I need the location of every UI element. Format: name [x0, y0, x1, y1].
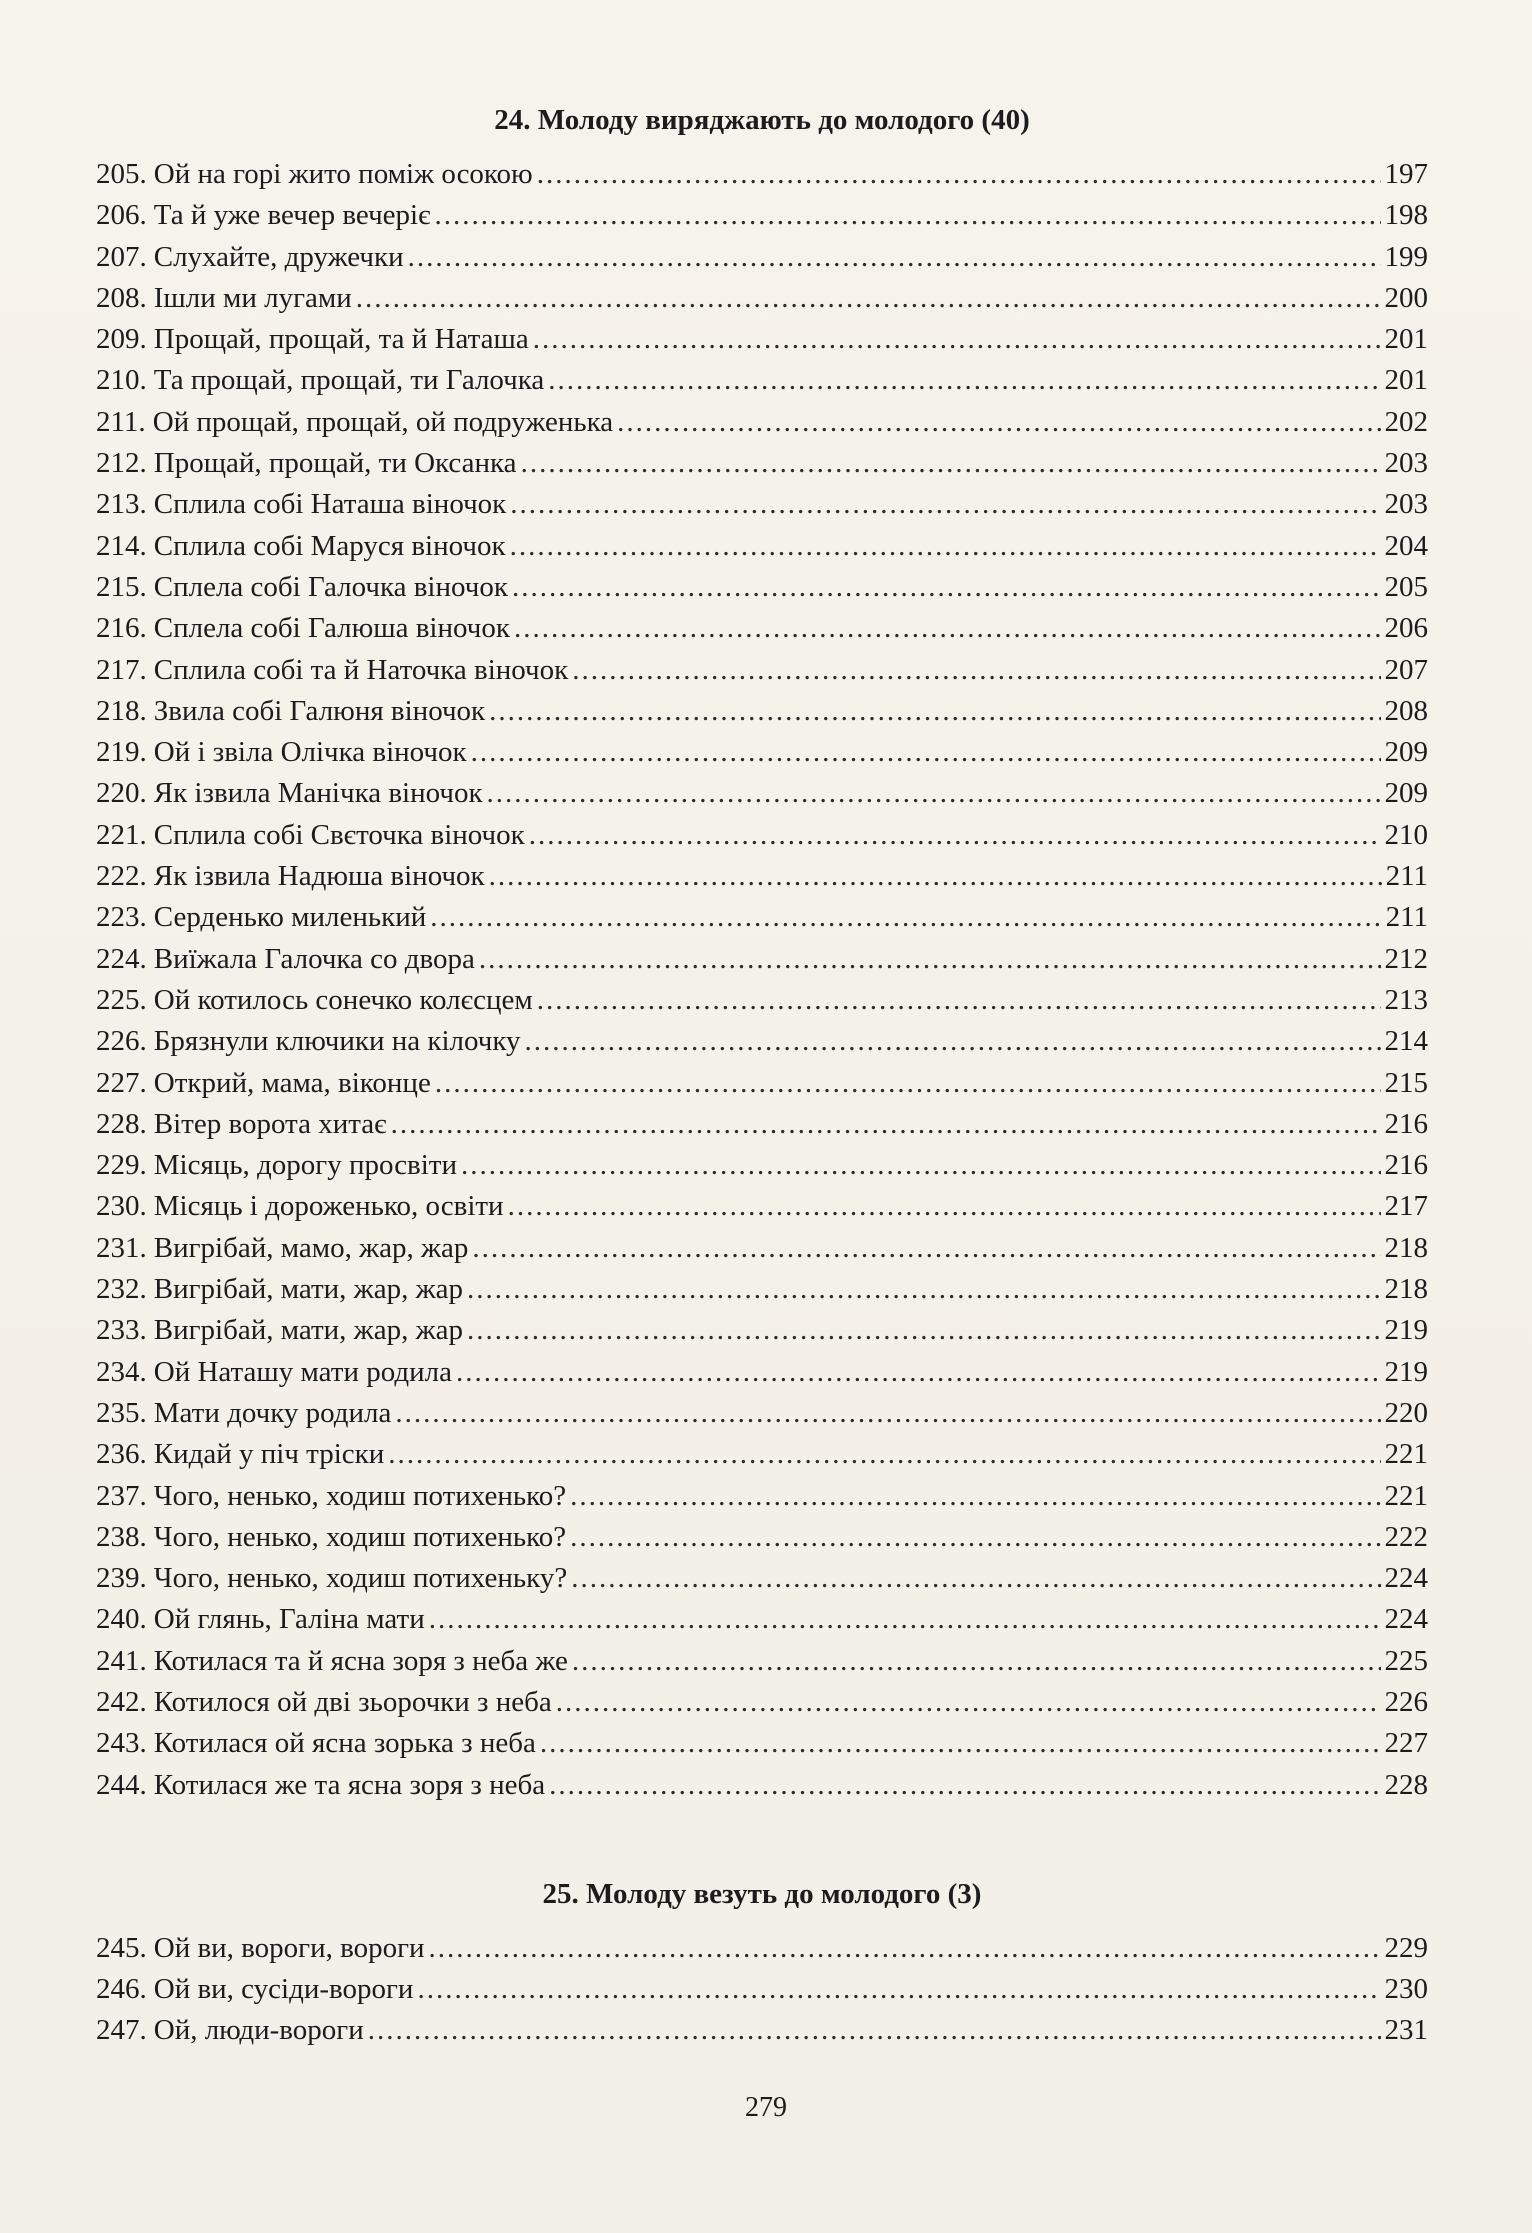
entry-title: Ой прощай, прощай, ой подруженька	[152, 405, 614, 438]
section-title: 24. Молоду виряджають до молодого (40)	[494, 104, 1030, 136]
entry-page-number: 199	[1384, 240, 1428, 273]
entry-page-number: 224	[1384, 1562, 1428, 1595]
entry-number: 240.	[96, 1603, 147, 1636]
dot-leader	[529, 815, 1381, 856]
entry-page-number: 216	[1384, 1149, 1428, 1182]
entry-number: 239.	[96, 1562, 147, 1595]
entry-title: Сплила собі Наташа віночок	[153, 488, 507, 521]
entry-number: 238.	[96, 1520, 147, 1553]
toc-entry	[96, 1393, 1428, 1434]
entry-number: 208.	[96, 281, 147, 314]
entry-page-number: 197	[1384, 158, 1428, 190]
entry-title: Як ізвила Надюша віночок	[153, 860, 485, 893]
entry-number: 242.	[96, 1685, 147, 1718]
entry-title: Прощай, прощай, та й Наташа	[153, 323, 529, 356]
dot-leader	[570, 1517, 1380, 1558]
entry-title: Сплила собі та й Наточка віночок	[153, 653, 569, 686]
entry-page-number: 203	[1384, 447, 1428, 480]
entry-title: Котилася ой ясна зорька з неба	[153, 1727, 536, 1760]
dot-leader	[429, 1928, 1381, 1969]
dot-leader	[510, 526, 1381, 567]
table-of-contents	[96, 98, 1428, 2052]
entry-title: Місяць, дорогу просвіти	[153, 1149, 458, 1182]
toc-entry	[96, 897, 1428, 938]
toc-entry	[96, 1682, 1428, 1723]
entry-page-number: 208	[1384, 694, 1428, 727]
entry-title: Вигрібай, мамо, жар, жар	[153, 1231, 469, 1264]
toc-list	[96, 1928, 1428, 2052]
toc-entry	[96, 360, 1428, 401]
entry-page-number: 200	[1384, 281, 1428, 314]
entry-page-number: 204	[1384, 529, 1428, 562]
entry-number: 236.	[96, 1438, 147, 1471]
entry-page-number: 202	[1384, 405, 1428, 438]
toc-entry	[96, 650, 1428, 691]
entry-page-number: 215	[1384, 1066, 1428, 1099]
entry-page-number: 226	[1384, 1685, 1428, 1718]
entry-number: 217.	[96, 653, 147, 686]
toc-list	[96, 154, 1428, 1806]
entry-page-number: 217	[1384, 1190, 1428, 1223]
toc-entry	[96, 2010, 1428, 2051]
entry-title: Ой і звіла Олічка віночок	[153, 736, 467, 769]
entry-page-number: 230	[1384, 1973, 1428, 2006]
toc-entry	[96, 154, 1428, 195]
toc-entry	[96, 980, 1428, 1021]
entry-number: 205.	[96, 158, 147, 190]
dot-leader	[540, 1723, 1381, 1764]
dot-leader	[417, 1969, 1380, 2010]
toc-entry	[96, 1928, 1428, 1969]
entry-page-number: 224	[1384, 1603, 1428, 1636]
dot-leader	[456, 1352, 1380, 1393]
entry-number: 247.	[96, 2014, 147, 2047]
dot-leader	[537, 980, 1381, 1021]
page-number: 279	[745, 2092, 787, 2123]
toc-entry	[96, 1723, 1428, 1764]
entry-number: 225.	[96, 983, 147, 1016]
toc-entry	[96, 1104, 1428, 1145]
dot-leader	[533, 319, 1381, 360]
entry-page-number: 228	[1384, 1768, 1428, 1801]
entry-number: 228.	[96, 1107, 147, 1140]
dot-leader	[549, 1765, 1380, 1806]
toc-entry	[96, 773, 1428, 814]
entry-number: 229.	[96, 1149, 147, 1182]
dot-leader	[479, 939, 1381, 980]
dot-leader	[489, 856, 1382, 897]
entry-page-number: 211	[1385, 860, 1428, 893]
dot-leader	[548, 360, 1380, 401]
entry-number: 211.	[96, 405, 146, 438]
toc-entry	[96, 1765, 1428, 1806]
entry-number: 218.	[96, 694, 147, 727]
entry-page-number: 203	[1384, 488, 1428, 521]
toc-entry	[96, 1599, 1428, 1640]
entry-number: 219.	[96, 736, 147, 769]
entry-page-number: 207	[1384, 653, 1428, 686]
entry-page-number: 219	[1384, 1355, 1428, 1388]
toc-entry	[96, 443, 1428, 484]
toc-entry	[96, 1476, 1428, 1517]
toc-entry	[96, 1641, 1428, 1682]
entry-number: 227.	[96, 1066, 147, 1099]
entry-number: 210.	[96, 364, 147, 397]
dot-leader	[571, 1558, 1380, 1599]
dot-leader	[525, 1021, 1381, 1062]
toc-entry	[96, 402, 1428, 443]
dot-leader	[570, 1476, 1380, 1517]
entry-page-number: 209	[1384, 736, 1428, 769]
entry-title: Сплела собі Галюша віночок	[153, 612, 510, 645]
toc-entry	[96, 484, 1428, 525]
dot-leader	[537, 154, 1381, 195]
entry-title: Ой на горі жито поміж осокою	[153, 158, 533, 190]
entry-title: Звила собі Галюня віночок	[153, 694, 486, 727]
entry-page-number: 218	[1384, 1273, 1428, 1306]
entry-title: Сплила собі Маруся віночок	[153, 529, 506, 562]
toc-entry	[96, 278, 1428, 319]
entry-title: Та прощай, прощай, ти Галочка	[153, 364, 545, 397]
entry-title: Слухайте, дружечки	[153, 240, 404, 273]
dot-leader	[472, 1228, 1380, 1269]
dot-leader	[510, 484, 1380, 525]
dot-leader	[408, 237, 1381, 278]
entry-title: Чого, ненько, ходиш потихенько?	[153, 1520, 567, 1553]
entry-number: 241.	[96, 1644, 147, 1677]
entry-title: Кидай у піч тріски	[153, 1438, 385, 1471]
toc-entry	[96, 1063, 1428, 1104]
dot-leader	[487, 773, 1381, 814]
entry-page-number: 225	[1384, 1644, 1428, 1677]
toc-entry	[96, 1517, 1428, 1558]
entry-number: 213.	[96, 488, 147, 521]
dot-leader	[430, 897, 1381, 938]
entry-number: 237.	[96, 1479, 147, 1512]
entry-page-number: 216	[1384, 1107, 1428, 1140]
toc-entry	[96, 1310, 1428, 1351]
entry-page-number: 206	[1384, 612, 1428, 645]
toc-entry	[96, 815, 1428, 856]
dot-leader	[388, 1434, 1380, 1475]
entry-title: Открий, мама, віконце	[153, 1066, 431, 1099]
entry-page-number: 209	[1384, 777, 1428, 810]
toc-entry	[96, 1434, 1428, 1475]
entry-title: Серденько миленький	[153, 901, 427, 934]
toc-entry	[96, 1186, 1428, 1227]
entry-number: 246.	[96, 1973, 147, 2006]
dot-leader	[467, 1269, 1381, 1310]
entry-page-number: 213	[1384, 983, 1428, 1016]
entry-title: Ой глянь, Галіна мати	[153, 1603, 425, 1636]
entry-number: 235.	[96, 1396, 147, 1429]
entry-title: Мати дочку родила	[153, 1396, 392, 1429]
entry-number: 231.	[96, 1231, 147, 1264]
entry-title: Чого, ненько, ходиш потихеньку?	[153, 1562, 568, 1595]
toc-entry	[96, 1558, 1428, 1599]
entry-page-number: 198	[1384, 199, 1428, 232]
entry-page-number: 222	[1384, 1520, 1428, 1553]
entry-number: 212.	[96, 447, 147, 480]
entry-title: Ой ви, вороги, вороги	[153, 1931, 425, 1964]
entry-number: 206.	[96, 199, 147, 232]
entry-page-number: 231	[1384, 2014, 1428, 2047]
entry-title: Вітер ворота хитає	[153, 1107, 387, 1140]
entry-title: Та й уже вечер вечеріє	[153, 199, 431, 232]
entry-title: Вигрібай, мати, жар, жар	[153, 1273, 463, 1306]
entry-number: 215.	[96, 570, 147, 603]
entry-page-number: 229	[1384, 1931, 1428, 1964]
entry-number: 234.	[96, 1355, 147, 1388]
entry-number: 207.	[96, 240, 147, 273]
entry-title: Виїжала Галочка со двора	[153, 942, 475, 975]
dot-leader	[391, 1104, 1381, 1145]
entry-title: Котилася та й ясна зоря з неба же	[153, 1644, 568, 1677]
entry-page-number: 211	[1385, 901, 1428, 934]
dot-leader	[617, 402, 1380, 443]
dot-leader	[461, 1145, 1380, 1186]
entry-page-number: 205	[1384, 570, 1428, 603]
entry-page-number: 214	[1384, 1025, 1428, 1058]
entry-title: Ішли ми лугами	[153, 281, 352, 314]
toc-entry	[96, 939, 1428, 980]
entry-number: 209.	[96, 323, 147, 356]
dot-leader	[514, 608, 1381, 649]
entry-number: 222.	[96, 860, 147, 893]
toc-entry	[96, 1969, 1428, 2010]
entry-title: Як ізвила Манічка віночок	[153, 777, 483, 810]
entry-title: Ой котилось сонечко колєсцем	[153, 983, 533, 1016]
entry-number: 232.	[96, 1273, 147, 1306]
entry-number: 243.	[96, 1727, 147, 1760]
dot-leader	[512, 567, 1381, 608]
dot-leader	[489, 691, 1380, 732]
dot-leader	[508, 1186, 1381, 1227]
toc-entry	[96, 691, 1428, 732]
dot-leader	[368, 2010, 1381, 2051]
entry-title: Котилося ой дві зьорочки з неба	[153, 1685, 552, 1718]
entry-title: Прощай, прощай, ти Оксанка	[153, 447, 517, 480]
toc-entry	[96, 1228, 1428, 1269]
entry-number: 214.	[96, 529, 147, 562]
entry-title: Котилася же та ясна зоря з неба	[153, 1768, 546, 1801]
toc-entry	[96, 1145, 1428, 1186]
toc-entry	[96, 856, 1428, 897]
toc-entry	[96, 1021, 1428, 1062]
entry-title: Брязнули ключики на кілочку	[153, 1025, 521, 1058]
entry-title: Вигрібай, мати, жар, жар	[153, 1314, 463, 1347]
dot-leader	[572, 1641, 1381, 1682]
toc-entry	[96, 319, 1428, 360]
section-spacer	[96, 1806, 1428, 1872]
toc-entry	[96, 732, 1428, 773]
entry-page-number: 221	[1384, 1438, 1428, 1471]
entry-number: 216.	[96, 612, 147, 645]
entry-title: Сплила собі Свєточка віночок	[153, 818, 525, 851]
dot-leader	[435, 195, 1381, 236]
entry-page-number: 227	[1384, 1727, 1428, 1760]
dot-leader	[429, 1599, 1381, 1640]
toc-entry	[96, 1352, 1428, 1393]
entry-number: 224.	[96, 942, 147, 975]
dot-leader	[572, 650, 1380, 691]
dot-leader	[435, 1063, 1381, 1104]
section-title: 25. Молоду везуть до молодого (3)	[542, 1877, 982, 1910]
entry-page-number: 201	[1384, 364, 1428, 397]
toc-entry	[96, 1269, 1428, 1310]
dot-leader	[521, 443, 1381, 484]
toc-entry	[96, 567, 1428, 608]
entry-title: Місяць і дороженько, освіти	[153, 1190, 504, 1223]
toc-entry	[96, 195, 1428, 236]
entry-number: 244.	[96, 1768, 147, 1801]
dot-leader	[395, 1393, 1380, 1434]
entry-page-number: 219	[1384, 1314, 1428, 1347]
entry-page-number: 220	[1384, 1396, 1428, 1429]
entry-page-number: 218	[1384, 1231, 1428, 1264]
dot-leader	[556, 1682, 1381, 1723]
entry-number: 245.	[96, 1931, 147, 1964]
dot-leader	[356, 278, 1381, 319]
entry-page-number: 210	[1384, 818, 1428, 851]
toc-entry	[96, 237, 1428, 278]
entry-title: Ой Наташу мати родила	[153, 1355, 453, 1388]
entry-number: 226.	[96, 1025, 147, 1058]
entry-page-number: 221	[1384, 1479, 1428, 1512]
entry-title: Ой, люди-вороги	[153, 2014, 364, 2047]
dot-leader	[471, 732, 1381, 773]
entry-number: 223.	[96, 901, 147, 934]
entry-title: Сплела собі Галочка віночок	[153, 570, 508, 603]
entry-title: Чого, ненько, ходиш потихенько?	[153, 1479, 567, 1512]
entry-number: 233.	[96, 1314, 147, 1347]
entry-page-number: 212	[1384, 942, 1428, 975]
entry-title: Ой ви, сусіди-вороги	[153, 1973, 414, 2006]
entry-page-number: 201	[1384, 323, 1428, 356]
toc-entry	[96, 608, 1428, 649]
entry-number: 220.	[96, 777, 147, 810]
dot-leader	[467, 1310, 1381, 1351]
entry-number: 221.	[96, 818, 147, 851]
entry-number: 230.	[96, 1190, 147, 1223]
toc-entry	[96, 526, 1428, 567]
